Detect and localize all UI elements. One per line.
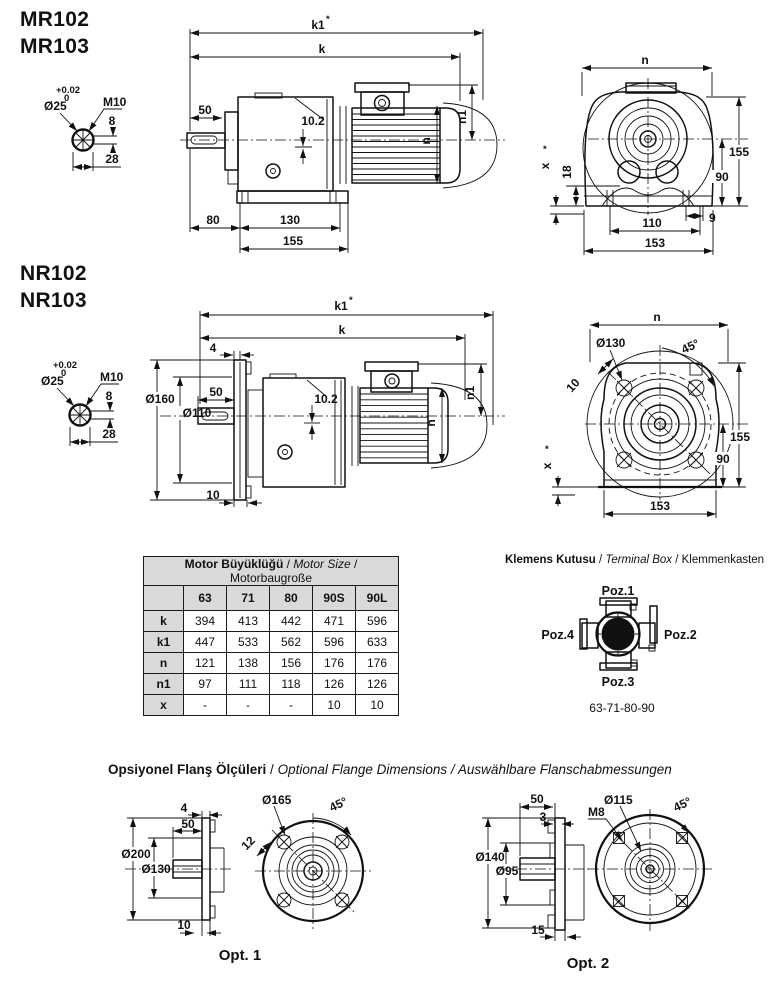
nr-side-k1-label: k1	[334, 299, 348, 313]
nr-rear-10-label: 10	[563, 375, 583, 395]
nr-side-spigot-dia-label: Ø110	[182, 406, 212, 420]
mr-shaft-tolerance-upper: +0.02	[56, 85, 81, 96]
nr-side-4-label: 4	[209, 341, 217, 355]
mr-shaft-length-label: 28	[105, 152, 119, 166]
nr-side-n1-label: n1	[463, 385, 477, 401]
nr-shaft-length-label: 28	[102, 427, 116, 441]
opt2-hub-len-label: 50	[530, 792, 544, 806]
table-row: k1 447 533 562 596 633	[144, 632, 399, 653]
mr-side-n1-label: n1	[455, 109, 469, 125]
mr-side-155-label: 155	[282, 234, 304, 248]
mr-rear-110-label: 110	[642, 216, 662, 230]
mr-side-k1-note: *	[326, 14, 330, 25]
row-label-k: k	[144, 611, 184, 632]
mr-rear-view	[538, 53, 752, 255]
mr-model-line2: MR103	[20, 35, 90, 58]
nr-shaft-key-width-label: 8	[105, 389, 113, 403]
opt1-hole-label: 12	[238, 833, 258, 853]
mr-side-shaft-len-label: 50	[198, 103, 212, 117]
row-label-n1: n1	[144, 674, 184, 695]
terminal-poz1-label: Poz.1	[601, 584, 635, 598]
terminal-box-diagram	[541, 584, 696, 715]
opt2-angle-label: 45°	[671, 794, 694, 815]
mr-rear-155-label: 155	[728, 145, 750, 159]
mr-shaft-diameter-label: Ø25	[44, 99, 67, 113]
size-table-col-71: 71	[227, 586, 270, 611]
opt1-hub-len-label: 50	[181, 817, 195, 831]
nr-rear-angle-label: 45°	[679, 336, 702, 357]
opt1-outer-dia-label: Ø200	[121, 847, 151, 861]
table-row: n 121 138 156 176 176	[144, 653, 399, 674]
row-label-n: n	[144, 653, 184, 674]
optional-flange-title: Opsiyonel Flanş Ölçüleri / Optional Flange Dimensions / Auswählbare Flanschabmessungen	[108, 762, 672, 777]
opt1-caption: Opt. 1	[218, 947, 262, 964]
nr-side-shaft-len-label: 50	[209, 385, 223, 399]
nr-side-n-label: n	[424, 419, 438, 427]
nr-shaft-detail	[41, 360, 124, 446]
nr-rear-bolt-circle-label: Ø130	[596, 336, 626, 350]
mr-side-k1-label: k1	[311, 18, 325, 32]
nr-rear-90-label: 90	[716, 452, 730, 466]
opt2-spigot-dia-label: Ø95	[495, 864, 519, 878]
table-row: n1 97 111 118 126 126	[144, 674, 399, 695]
opt2-caption: Opt. 2	[566, 955, 610, 972]
terminal-box-title: Klemens Kutusu / Terminal Box / Klemmenkasten	[505, 554, 765, 566]
nr-rear-155-label: 155	[729, 430, 751, 444]
mr-side-n-label: n	[419, 137, 433, 145]
row-label-x: x	[144, 695, 184, 716]
nr-side-10-label: 10	[206, 488, 220, 502]
mr-side-130-label: 130	[279, 213, 301, 227]
nr-rear-view	[540, 310, 753, 518]
table-row: x - - - 10 10	[144, 695, 399, 716]
terminal-poz4-label: Poz.4	[541, 628, 574, 642]
flange-opt1-drawing	[120, 793, 371, 964]
nr-shaft-thread-label: M10	[100, 370, 124, 384]
motor-size-table	[143, 556, 399, 716]
opt1-bolt-circle-label: Ø165	[262, 793, 292, 807]
nr-side-k1-note: *	[349, 295, 353, 306]
mr-side-key-depth-label: 10.2	[301, 114, 325, 128]
mr-side-view	[180, 14, 505, 253]
mr-rear-x-note: *	[543, 144, 547, 155]
mr-rear-18-label: 18	[560, 165, 574, 179]
opt2-outer-dia-label: Ø140	[475, 850, 505, 864]
mr-rear-n-label: n	[641, 53, 649, 67]
size-table-title: Motor Büyüklüğü / Motor Size / Motorbaugroße	[144, 557, 399, 586]
nr-model-line1: NR102	[20, 262, 87, 285]
terminal-poz3-label: Poz.3	[601, 675, 635, 689]
nr-side-flange-dia-label: Ø160	[145, 392, 175, 406]
nr-rear-153-label: 153	[649, 499, 671, 513]
opt1-lip-label: 4	[180, 801, 188, 815]
size-table-col-80: 80	[270, 586, 313, 611]
opt2-lip-label: 3	[539, 810, 547, 824]
nr-rear-x-label: x	[540, 462, 554, 470]
mr-side-80-label: 80	[206, 213, 220, 227]
row-label-k1: k1	[144, 632, 184, 653]
nr-rear-x-note: *	[545, 444, 549, 455]
opt1-angle-label: 45°	[327, 794, 350, 815]
nr-side-key-depth-label: 10.2	[314, 392, 338, 406]
nr-side-k-label: k	[338, 323, 346, 337]
nr-shaft-diameter-label: Ø25	[41, 374, 64, 388]
mr-rear-90-label: 90	[715, 170, 729, 184]
opt1-spigot-dia-label: Ø130	[141, 862, 171, 876]
terminal-poz2-label: Poz.2	[664, 628, 697, 642]
mr-rear-x-label: x	[538, 162, 552, 170]
mr-rear-153-label: 153	[644, 236, 666, 250]
opt1-thickness-label: 10	[177, 918, 191, 932]
mr-shaft-key-width-label: 8	[108, 114, 116, 128]
opt2-thickness-label: 15	[531, 923, 545, 937]
size-table-corner-cell	[144, 586, 184, 611]
mr-rear-9-label: 9	[709, 211, 716, 225]
nr-rear-n-label: n	[653, 310, 661, 324]
nr-shaft-tolerance-lower: 0	[61, 368, 67, 379]
flange-opt2-drawing	[473, 792, 712, 972]
opt2-thread-label: M8	[588, 805, 605, 819]
size-table-col-63: 63	[184, 586, 227, 611]
table-row: k 394 413 442 471 596	[144, 611, 399, 632]
mr-side-k-label: k	[318, 42, 326, 56]
terminal-sizes-label: 63-71-80-90	[589, 701, 655, 715]
nr-shaft-tolerance-upper: +0.02	[53, 360, 78, 371]
nr-side-view	[141, 295, 505, 507]
mr-shaft-tolerance-lower: 0	[64, 93, 70, 104]
mr-model-line1: MR102	[20, 8, 90, 31]
size-table-col-90s: 90S	[313, 586, 356, 611]
size-table-col-90l: 90L	[356, 586, 399, 611]
mr-shaft-thread-label: M10	[103, 95, 127, 109]
nr-model-line2: NR103	[20, 289, 87, 312]
opt2-bolt-circle-label: Ø115	[604, 793, 633, 807]
mr-shaft-detail	[44, 85, 127, 171]
